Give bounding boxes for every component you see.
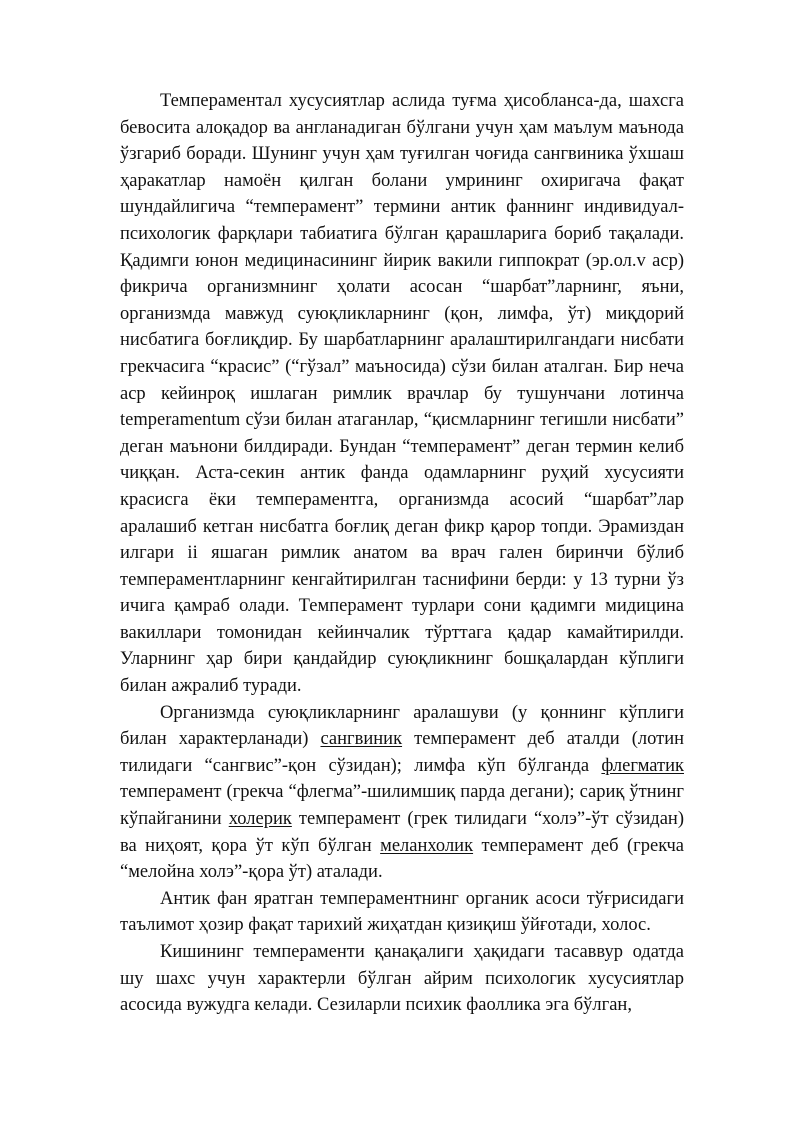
paragraph-text: Антик фан яратган темпераментнинг органик асоси тўғрисидаги таълимот ҳозир фақат тарихий жиҳатдан қизиқиш ўйғотади, холос. — [120, 888, 684, 936]
paragraph-4 — [120, 939, 684, 1019]
document-page — [120, 88, 684, 1019]
paragraph-text: Кишининг темпераменти қанақалиги ҳақидаги тасаввур одатда шу шахс учун характерли бўлган айрим психологик хусусиятлар асосида вужудга келади. Сезиларли психик фаоллика эга бўлган, — [120, 942, 684, 1016]
paragraph-text: Организмда суюқликларнинг аралашуви (у қоннинг кўплиги билан характерланади) — [120, 702, 684, 750]
term-melancholic: меланхолик — [380, 835, 474, 856]
paragraph-2 — [120, 700, 684, 886]
term-sanguine: сангвиник — [320, 729, 403, 750]
term-choleric: холерик — [228, 809, 292, 830]
paragraph-text: темперамент деб (грекча “мелойна холэ”-қора ўт) аталади. — [120, 835, 685, 883]
paragraph-1 — [120, 88, 684, 700]
paragraph-text: темперамент (грек тилидаги “холэ”-ўт сўзидан) ва ниҳоят, қора ўт кўп бўлган — [120, 809, 684, 856]
paragraph-text: Темпераментал хусусиятлар аслида туғма ҳисобланса-да, шахсга бевосита алоқадор ва англанадиган бўлгани учун ҳам маълум маънода ўзгариб боради. Шунинг учун ҳам туғилган чоғида сангвиника ўхшаш ҳаракатлар намоён қилган болани умрининг охиригача фақат шундайлигича “темперамент” термини антик фаннинг индивидуал-психологик фарқлари табиатига бўлган қарашларига бориб тақалади. Қадимги юнон медицинасининг йирик вакили гиппократ (эр.ол.v аср) фикрича организмнинг ҳолати асосан “шарбат”ларнинг, яъни, организмда мавжуд суюқликларнинг (қон, лимфа, ўт) миқдорий нисбатига боғлиқдир. Бу шарбатларнинг аралаштирилгандаги нисбати грекчасига “красис” (“гўзал” маъносида) сўзи билан аталган. Бир неча аср кейинроқ ишлаган римлик врачлар бу тушунчани лотинча temperamentum сўзи билан атаганлар, “қисмларнинг тегишли нисбати” деган маънони билдиради. Бундан “темперамент” деган термин келиб чиққан. Аста-секин антик фанда одамларнинг руҳий хусусияти красисга ёки темпераментга, организмда асосий “шарбат”лар аралашиб кетган нисбатга боғлиқ деган фикр қарор топди. Эрамиздан илгари ii яшаган римлик анатом ва врач гален биринчи бўлиб темпераментларнинг кенгайтирилган таснифини берди: у 13 турни ўз ичига қамраб олади. Темперамент турлари сони қадимги мидицина вакиллари томонидан кейинчалик тўрттага қадар камайтирилди. Уларнинг ҳар бири қандайдир суюқликнинг бошқалардан кўплиги билан ажралиб туради. — [120, 91, 684, 697]
paragraph-text: темперамент деб аталди (лотин тилидаги “сангвис”-қон сўзидан); лимфа кўп бўлганда — [120, 729, 684, 776]
paragraph-3 — [120, 886, 684, 939]
term-phlegmatic: флегматик — [601, 755, 684, 776]
paragraph-text: темперамент (грекча “флегма”-шилимшиқ парда дегани); сариқ ўтнинг кўпайганини — [120, 782, 684, 830]
